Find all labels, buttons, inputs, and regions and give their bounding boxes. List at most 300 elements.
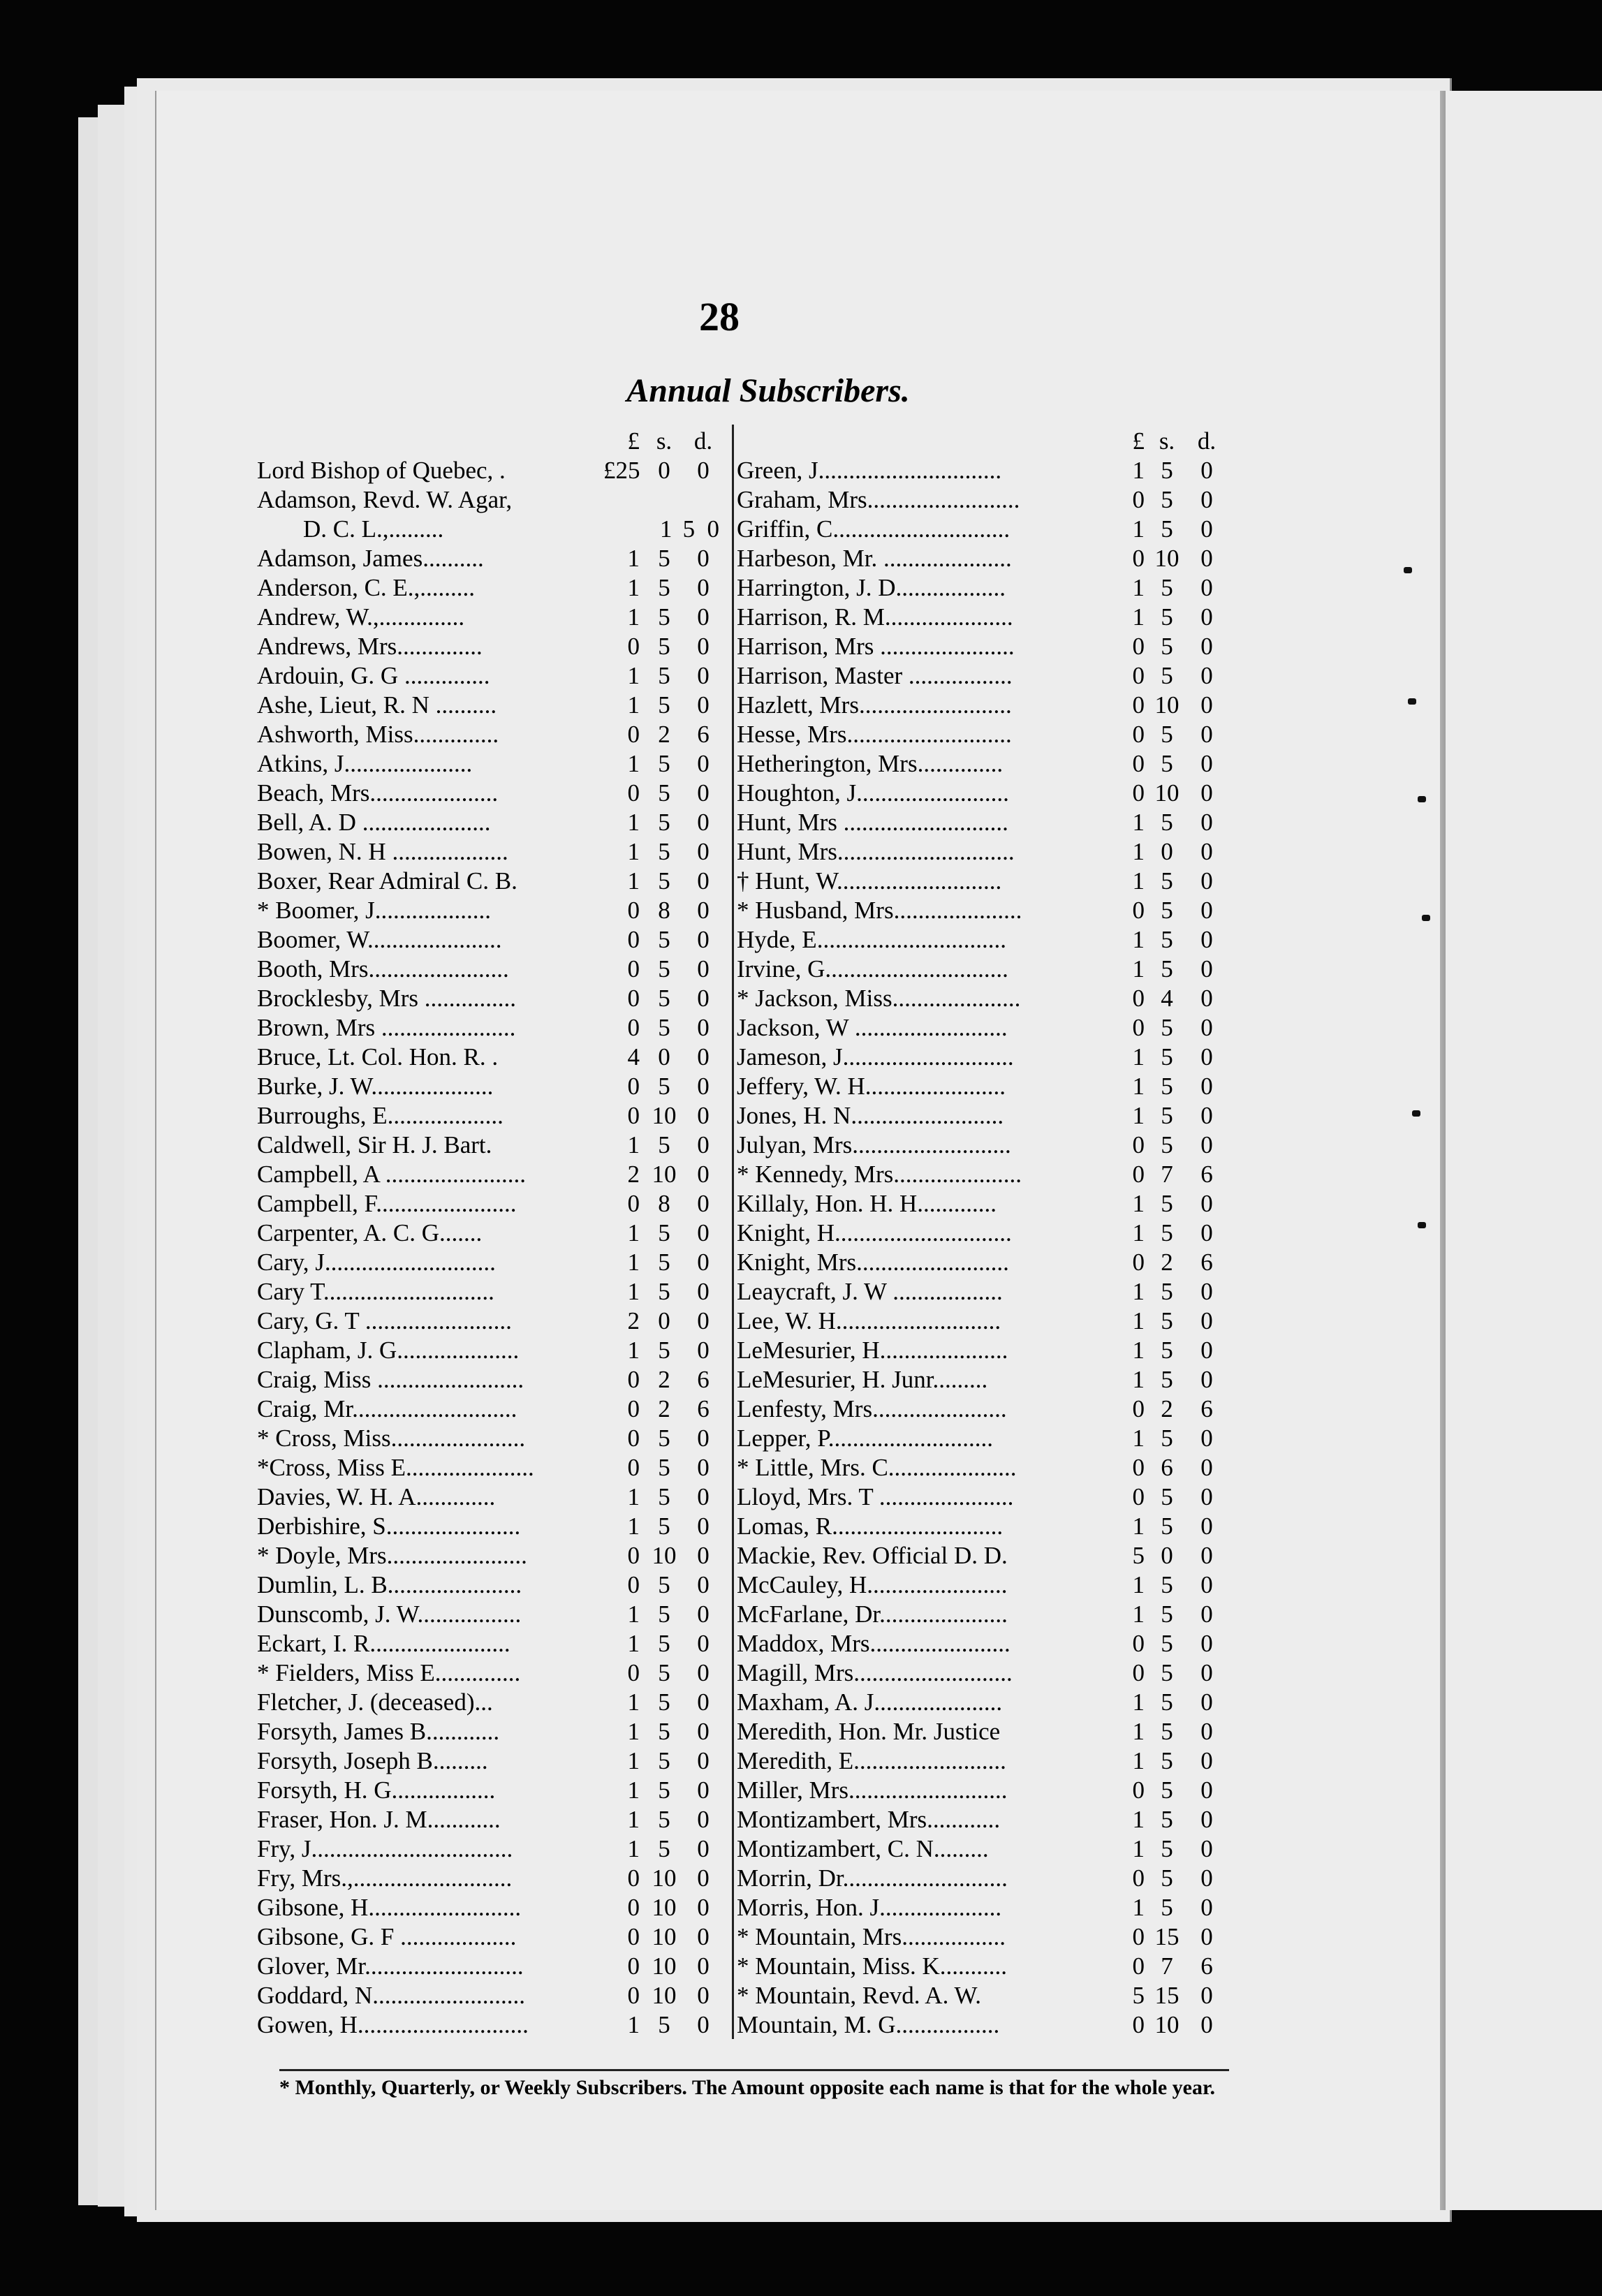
- section-title: Annual Subscribers.: [626, 372, 910, 409]
- pounds-value: 5: [1132, 1982, 1145, 2009]
- subscriber-name: Green, J..............................: [737, 457, 1002, 484]
- subscriber-row: [257, 514, 725, 543]
- pounds-value: 0: [1132, 1483, 1145, 1510]
- subscriber-name: Houghton, J.........................: [737, 779, 1009, 807]
- shillings-value: 10: [652, 1982, 677, 2009]
- subscriber-row: [734, 661, 1230, 690]
- pence-value: 0: [1200, 1659, 1213, 1686]
- shillings-value: 5: [1161, 1483, 1173, 1510]
- subscriber-row: [734, 1452, 1230, 1482]
- subscriber-row: [734, 1071, 1230, 1101]
- subscriber-name: Jackson, W .........................: [737, 1014, 1008, 1041]
- shillings-value: 5: [658, 1454, 670, 1481]
- subscriber-name: Graham, Mrs.........................: [737, 486, 1020, 513]
- pounds-value: 1: [1132, 1835, 1145, 1862]
- subscriber-name: Andrew, W.,..............: [257, 603, 465, 631]
- shillings-value: 5: [1161, 809, 1173, 836]
- pounds-value: 0: [1132, 897, 1145, 924]
- subscriber-row: [734, 1628, 1230, 1658]
- subscriber-row: [257, 1042, 725, 1071]
- pence-value: 0: [1200, 1835, 1213, 1862]
- subscriber-name: Gibsone, H.........................: [257, 1894, 522, 1921]
- shillings-value: 5: [1161, 1718, 1173, 1745]
- subscriber-name: Fry, J.................................: [257, 1835, 513, 1862]
- shillings-value: 5: [1161, 1131, 1173, 1158]
- subscriber-row: [734, 1599, 1230, 1628]
- pence-value: 0: [1200, 603, 1213, 631]
- subscriber-row: [734, 1423, 1230, 1452]
- pence-value: 0: [697, 1864, 710, 1892]
- shillings-value: 5: [658, 809, 670, 836]
- subscriber-name: Caldwell, Sir H. J. Bart.: [257, 1131, 492, 1158]
- pounds-value: 1: [627, 2011, 640, 2038]
- subscriber-name: Anderson, C. E.,.........: [257, 574, 476, 601]
- pence-value: 0: [1200, 515, 1213, 543]
- subscriber-row: [257, 954, 725, 983]
- subscriber-name: * Jackson, Miss.....................: [737, 985, 1021, 1012]
- subscriber-name: Forsyth, Joseph B.........: [257, 1747, 488, 1774]
- shillings-value: 5: [658, 1630, 670, 1657]
- pence-value: 0: [1200, 721, 1213, 748]
- shillings-value: 5: [1161, 1102, 1173, 1129]
- shillings-value: 10: [652, 1102, 677, 1129]
- subscriber-row: [257, 749, 725, 778]
- subscriber-name: Leaycraft, J. W ..................: [737, 1278, 1003, 1305]
- subscriber-row: [734, 1951, 1230, 1980]
- subscriber-name: Boomer, W......................: [257, 926, 502, 953]
- pence-value: 0: [1200, 1513, 1213, 1540]
- pence-header: d.: [1197, 427, 1217, 455]
- subscriber-row: [734, 837, 1230, 866]
- shillings-value: 0: [1161, 1542, 1173, 1569]
- subscriber-name: Meredith, Hon. Mr. Justice: [737, 1718, 1001, 1745]
- subscriber-row: [257, 1804, 725, 1834]
- shillings-value: 5: [1161, 603, 1173, 631]
- pence-value: 0: [1200, 1864, 1213, 1892]
- pounds-value: £25: [603, 457, 640, 484]
- shillings-value: 5: [658, 750, 670, 777]
- pence-value: 0: [1200, 779, 1213, 807]
- shillings-value: 6: [1161, 1454, 1173, 1481]
- pounds-value: 1: [1132, 1219, 1145, 1246]
- shillings-header: s.: [656, 427, 673, 455]
- shillings-value: 5: [1161, 662, 1173, 689]
- shillings-value: 5: [658, 838, 670, 865]
- pounds-value: 0: [1132, 1923, 1145, 1950]
- pounds-value: 0: [627, 721, 640, 748]
- pounds-value: 0: [1132, 1952, 1145, 1980]
- pence-value: 0: [697, 1483, 710, 1510]
- subscriber-name: Glover, Mr..........................: [257, 1952, 524, 1980]
- subscriber-row: [734, 1159, 1230, 1189]
- pence-value: 0: [1200, 633, 1213, 660]
- pounds-value: 1: [627, 1278, 640, 1305]
- shillings-value: 5: [1161, 1219, 1173, 1246]
- pounds-value: 1: [627, 838, 640, 865]
- subscriber-row: [257, 719, 725, 749]
- subscriber-row: [734, 1218, 1230, 1247]
- pence-value: 0: [697, 1219, 710, 1246]
- subscriber-row: [257, 455, 725, 485]
- subscriber-row: [257, 1364, 725, 1394]
- pence-value: 6: [697, 1366, 710, 1393]
- pence-value: 0: [1200, 1425, 1213, 1452]
- subscriber-name: Lee, W. H...........................: [737, 1307, 1001, 1334]
- shillings-value: 5: [1161, 1513, 1173, 1540]
- pence-value: 0: [697, 2011, 710, 2038]
- subscriber-name: * Cross, Miss......................: [257, 1425, 526, 1452]
- subscriber-row: [734, 1834, 1230, 1863]
- subscriber-name: Cary, J............................: [257, 1249, 496, 1276]
- subscriber-row: [734, 954, 1230, 983]
- shillings-value: 4: [1161, 985, 1173, 1012]
- shillings-value: 5: [1161, 1014, 1173, 1041]
- pounds-value: 1: [1132, 1688, 1145, 1716]
- shillings-value: 0: [658, 457, 670, 484]
- shillings-value: 0: [658, 1043, 670, 1070]
- pounds-value: 1: [1132, 1425, 1145, 1452]
- subscriber-row: [734, 1130, 1230, 1159]
- pounds-value: 1: [627, 574, 640, 601]
- subscriber-name: Gibsone, G. F ...................: [257, 1923, 517, 1950]
- pounds-value: 0: [627, 1454, 640, 1481]
- pence-value: 0: [1200, 926, 1213, 953]
- shillings-value: 5: [658, 1073, 670, 1100]
- shillings-value: 5: [1161, 1894, 1173, 1921]
- subscriber-name: Bruce, Lt. Col. Hon. R. .: [257, 1043, 499, 1070]
- pence-value: 0: [1200, 1043, 1213, 1070]
- subscriber-row: [734, 514, 1230, 543]
- pounds-value: 0: [1132, 1864, 1145, 1892]
- pounds-value: 0: [627, 779, 640, 807]
- subscriber-name: Goddard, N.........................: [257, 1982, 525, 2009]
- subscriber-row: [257, 1306, 725, 1335]
- shillings-value: 5: [1161, 1307, 1173, 1334]
- shillings-value: 5: [658, 1425, 670, 1452]
- subscriber-row: [257, 1863, 725, 1892]
- pence-value: 0: [1200, 486, 1213, 513]
- pence-value: 0: [1200, 662, 1213, 689]
- subscriber-name: Lord Bishop of Quebec, .: [257, 457, 506, 484]
- pence-value: 0: [697, 1249, 710, 1276]
- subscriber-row: [734, 1335, 1230, 1364]
- pounds-value: 0: [627, 1894, 640, 1921]
- subscriber-row: [734, 1042, 1230, 1071]
- subscriber-name: Irvine, G..............................: [737, 955, 1008, 983]
- subscriber-row: [257, 1394, 725, 1423]
- subscriber-row: [734, 895, 1230, 925]
- pence-value: 0: [697, 985, 710, 1012]
- pence-value: 0: [1200, 1718, 1213, 1745]
- subscriber-name: Morris, Hon. J....................: [737, 1894, 1002, 1921]
- subscriber-row: [257, 543, 725, 573]
- pounds-value: 0: [627, 1425, 640, 1452]
- subscriber-name: Mackie, Rev. Official D. D.: [737, 1542, 1008, 1569]
- subscriber-name: Brown, Mrs ......................: [257, 1014, 516, 1041]
- pounds-value: 1: [627, 867, 640, 895]
- pence-value: 0: [1200, 545, 1213, 572]
- pounds-value: 0: [1132, 721, 1145, 748]
- subscriber-name: * Boomer, J...................: [257, 897, 491, 924]
- shillings-value: 5: [1161, 955, 1173, 983]
- pence-value: 0: [697, 1131, 710, 1158]
- pence-value: 0: [697, 1806, 710, 1833]
- shillings-value: 7: [1161, 1161, 1173, 1188]
- subscriber-name: Mountain, M. G.................: [737, 2011, 1000, 2038]
- subscriber-row: [734, 631, 1230, 661]
- subscriber-row: [257, 1452, 725, 1482]
- pounds-value: 0: [627, 633, 640, 660]
- subscriber-row: [734, 1247, 1230, 1276]
- pence-value: 6: [1200, 1952, 1213, 1980]
- subscriber-row: [734, 602, 1230, 631]
- pence-value: 0: [697, 1161, 710, 1188]
- pounds-value: 0: [1132, 985, 1145, 1012]
- pence-value: 0: [1200, 1688, 1213, 1716]
- subscriber-name: Meredith, E.........................: [737, 1747, 1006, 1774]
- subscriber-row: [257, 2010, 725, 2039]
- subscriber-name: Beach, Mrs.....................: [257, 779, 499, 807]
- pence-value: 0: [697, 1278, 710, 1305]
- pence-value: 0: [1200, 1806, 1213, 1833]
- subscriber-row: [257, 1980, 725, 2010]
- pence-value: 0: [1200, 1102, 1213, 1129]
- pence-value: 0: [1200, 1630, 1213, 1657]
- subscriber-name: Hunt, Mrs.............................: [737, 838, 1015, 865]
- subscriber-name: * Fielders, Miss E..............: [257, 1659, 521, 1686]
- subscriber-row: [257, 1834, 725, 1863]
- pence-value: 6: [1200, 1249, 1213, 1276]
- shillings-value: 5: [1161, 1043, 1173, 1070]
- pounds-value: 1: [1132, 1366, 1145, 1393]
- subscriber-row: [257, 1482, 725, 1511]
- pence-value: 0: [1200, 1337, 1213, 1364]
- pence-value: 0: [697, 1923, 710, 1950]
- pounds-value: 2: [627, 1307, 640, 1334]
- pence-value: 0: [697, 838, 710, 865]
- pence-value: 0: [1200, 809, 1213, 836]
- pence-value: 0: [1200, 1571, 1213, 1598]
- subscriber-row: [257, 1716, 725, 1746]
- subscriber-name: Burroughs, E...................: [257, 1102, 504, 1129]
- pounds-value: 1: [627, 1131, 640, 1158]
- pence-value: 0: [697, 691, 710, 719]
- shillings-value: 5: [658, 926, 670, 953]
- shillings-value: 5: [1161, 1337, 1173, 1364]
- pounds-value: 0: [627, 955, 640, 983]
- subscriber-row: [734, 543, 1230, 573]
- subscriber-name: Adamson, James..........: [257, 545, 484, 572]
- subscriber-name: Killaly, Hon. H. H.............: [737, 1190, 997, 1217]
- subscriber-row: [257, 1013, 725, 1042]
- shillings-value: 0: [1161, 838, 1173, 865]
- subscriber-row: [734, 690, 1230, 719]
- pence-value: 0: [1200, 955, 1213, 983]
- shillings-value: 2: [658, 1366, 670, 1393]
- subscriber-row: [257, 573, 725, 602]
- subscriber-name: Carpenter, A. C. G.......: [257, 1219, 483, 1246]
- pence-value: 0: [697, 1337, 710, 1364]
- pounds-value: 5: [1132, 1542, 1145, 1569]
- shillings-value: 15: [1154, 1923, 1180, 1950]
- subscriber-name: Fraser, Hon. J. M............: [257, 1806, 501, 1833]
- shillings-value: 5: [1161, 1688, 1173, 1716]
- subscriber-row: [257, 983, 725, 1013]
- pence-value: 0: [1200, 750, 1213, 777]
- shillings-value: 2: [658, 721, 670, 748]
- pounds-value: 1: [1132, 1806, 1145, 1833]
- pounds-value: 1: [1132, 1307, 1145, 1334]
- pounds-value: 0: [627, 1102, 640, 1129]
- pence-value: 0: [697, 1630, 710, 1657]
- pence-value: 6: [697, 1395, 710, 1422]
- pounds-value: 1: [627, 1219, 640, 1246]
- pence-value: 6: [1200, 1395, 1213, 1422]
- pence-value: 0: [1200, 1542, 1213, 1569]
- subscriber-row: [257, 1423, 725, 1452]
- subscriber-row: [257, 1599, 725, 1628]
- shillings-value: 5: [658, 2011, 670, 2038]
- subscriber-row: [734, 866, 1230, 895]
- shillings-value: 5: [658, 662, 670, 689]
- pounds-value: 1: [627, 1747, 640, 1774]
- shillings-value: 5: [658, 1718, 670, 1745]
- pence-value: 0: [1200, 1600, 1213, 1628]
- subscriber-row: [257, 602, 725, 631]
- shillings-value: 10: [1154, 779, 1180, 807]
- subscriber-name: Harbeson, Mr. .....................: [737, 545, 1012, 572]
- pence-value: 0: [697, 1747, 710, 1774]
- pounds-value: 1: [1132, 955, 1145, 983]
- pence-value: 0: [697, 662, 710, 689]
- pence-header: d.: [693, 427, 713, 455]
- subscriber-name: Craig, Mr...........................: [257, 1395, 517, 1422]
- pounds-value: 1: [1132, 1073, 1145, 1100]
- subscriber-name: Burke, J. W....................: [257, 1073, 494, 1100]
- pounds-value: 1: [627, 1630, 640, 1657]
- subscriber-row: [734, 1804, 1230, 1834]
- subscriber-row: [734, 1746, 1230, 1775]
- pounds-value: 1: [627, 1600, 640, 1628]
- shillings-value: 2: [1161, 1249, 1173, 1276]
- pounds-value: 1: [1132, 867, 1145, 895]
- pounds-value: 1: [627, 691, 640, 719]
- subscriber-name: Campbell, F.......................: [257, 1190, 517, 1217]
- subscriber-row: [734, 1922, 1230, 1951]
- shillings-value: 5: [1161, 633, 1173, 660]
- pence-value: 0: [697, 1513, 710, 1540]
- pounds-value: 0: [1132, 1454, 1145, 1481]
- pounds-value: 1: [1132, 1337, 1145, 1364]
- pence-value: 0: [697, 1571, 710, 1598]
- shillings-value: 5: [658, 955, 670, 983]
- pounds-value: 1: [1132, 574, 1145, 601]
- shillings-value: 5: [658, 867, 670, 895]
- subscriber-name: Hyde, E...............................: [737, 926, 1006, 953]
- shillings-value: 5: [1161, 1806, 1173, 1833]
- pounds-value: 0: [627, 926, 640, 953]
- subscriber-name: * Doyle, Mrs.......................: [257, 1542, 527, 1569]
- shillings-value: 5: [658, 1776, 670, 1804]
- pounds-value: 1: [627, 662, 640, 689]
- pounds-value: 1: [627, 1806, 640, 1833]
- pounds-value: 1: [627, 1513, 640, 1540]
- pence-value: 0: [707, 515, 719, 543]
- subscriber-name: Knight, H.............................: [737, 1219, 1012, 1246]
- subscriber-name: Boxer, Rear Admiral C. B.: [257, 867, 517, 895]
- shillings-value: 5: [658, 691, 670, 719]
- shillings-value: 5: [1161, 1190, 1173, 1217]
- subscriber-name: Hunt, Mrs ...........................: [737, 809, 1008, 836]
- pence-value: 0: [697, 955, 710, 983]
- subscriber-name: Andrews, Mrs..............: [257, 633, 483, 660]
- pounds-value: 1: [627, 1483, 640, 1510]
- shillings-value: 5: [658, 1131, 670, 1158]
- pounds-value: 0: [627, 1395, 640, 1422]
- subscriber-row: [257, 1159, 725, 1189]
- pounds-value: 2: [627, 1161, 640, 1188]
- subscriber-name: * Mountain, Miss. K...........: [737, 1952, 1007, 1980]
- subscriber-name: Morrin, Dr...........................: [737, 1864, 1008, 1892]
- subscriber-row: [257, 1570, 725, 1599]
- pence-value: 0: [1200, 574, 1213, 601]
- shillings-value: 5: [1161, 926, 1173, 953]
- pounds-value: 0: [1132, 691, 1145, 719]
- subscriber-row: [257, 1658, 725, 1687]
- subscriber-name: Harrington, J. D..................: [737, 574, 1006, 601]
- pence-value: 0: [697, 1776, 710, 1804]
- shillings-value: 5: [658, 1337, 670, 1364]
- shillings-value: 5: [682, 515, 696, 543]
- subscriber-row: [257, 1189, 725, 1218]
- pence-value: 0: [697, 1952, 710, 1980]
- subscriber-name: Miller, Mrs..........................: [737, 1776, 1008, 1804]
- subscriber-row: [734, 1687, 1230, 1716]
- pounds-value: 0: [1132, 1776, 1145, 1804]
- subscriber-name: Derbishire, S......................: [257, 1513, 521, 1540]
- pence-value: 0: [1200, 1131, 1213, 1158]
- subscriber-name: D. C. L.,.........: [303, 515, 444, 543]
- shillings-value: 5: [658, 1688, 670, 1716]
- subscriber-name: Jeffery, W. H.......................: [737, 1073, 1006, 1100]
- pence-value: 0: [697, 779, 710, 807]
- pence-value: 0: [697, 457, 710, 484]
- subscriber-name: Clapham, J. G....................: [257, 1337, 520, 1364]
- subscriber-name: Montizambert, Mrs............: [737, 1806, 1001, 1833]
- subscriber-name: Adamson, Revd. W. Agar,: [257, 486, 513, 513]
- subscriber-row: [734, 1189, 1230, 1218]
- pounds-value: 1: [1132, 1190, 1145, 1217]
- shillings-value: 8: [658, 1190, 670, 1217]
- subscriber-name: Lenfesty, Mrs......................: [737, 1395, 1007, 1422]
- shillings-value: 5: [658, 603, 670, 631]
- pence-value: 0: [697, 1014, 710, 1041]
- pounds-value: 0: [1132, 1395, 1145, 1422]
- pounds-value: 0: [1132, 1161, 1145, 1188]
- margin-speck: [1418, 796, 1426, 802]
- pence-value: 0: [1200, 838, 1213, 865]
- pence-value: 0: [1200, 1454, 1213, 1481]
- pounds-value: 0: [1132, 486, 1145, 513]
- subscriber-name: Hazlett, Mrs.........................: [737, 691, 1012, 719]
- pence-value: 0: [697, 1425, 710, 1452]
- shillings-value: 15: [1154, 1982, 1180, 2009]
- pounds-value: 0: [1132, 1249, 1145, 1276]
- pence-value: 0: [697, 809, 710, 836]
- shillings-value: 10: [652, 1864, 677, 1892]
- subscriber-name: Lepper, P...........................: [737, 1425, 994, 1452]
- pence-value: 0: [697, 867, 710, 895]
